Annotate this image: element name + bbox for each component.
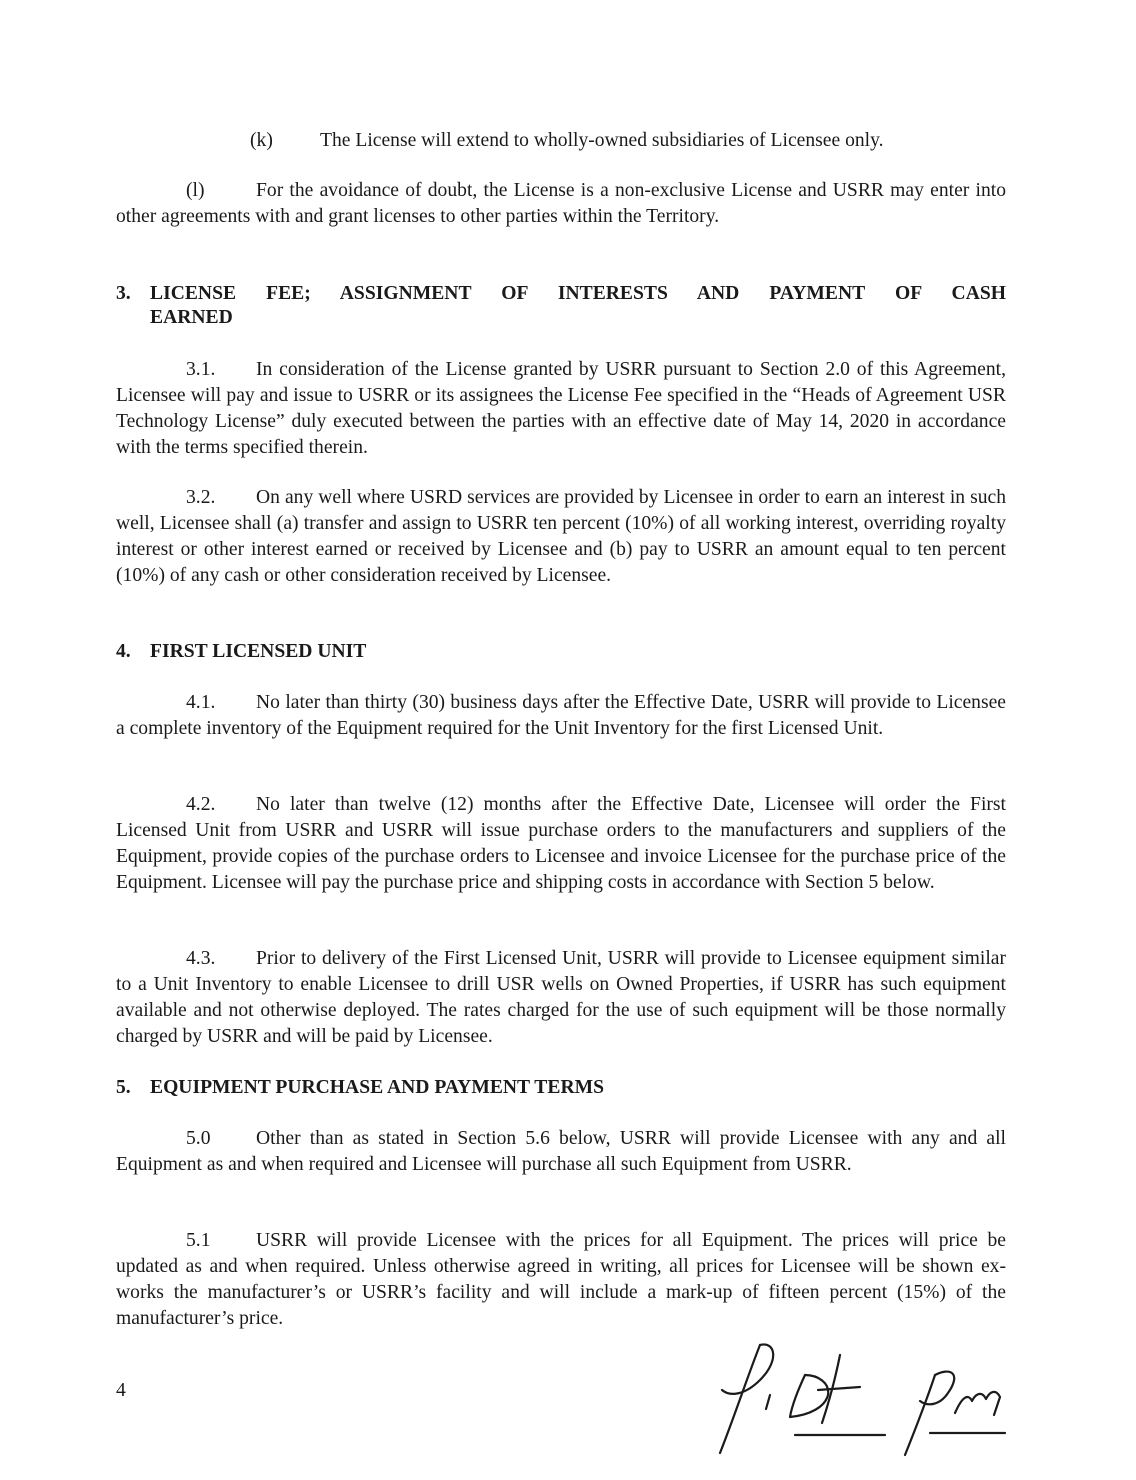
clause-k-text: The License will extend to wholly-owned subsidiaries of Licensee only. — [320, 130, 884, 151]
section-4-number: 4. — [116, 641, 131, 662]
clause-5-0-text: Other than as stated in Section 5.6 below, USRR will provide Licensee with any and all Equipment as and when required and Licensee will purchase all such Equipment from USRR. — [116, 1128, 1006, 1175]
page-number: 4 — [116, 1380, 126, 1401]
clause-3-1-text: In consideration of the License granted by USRR pursuant to Section 2.0 of this Agreement, Licensee will pay and issue to USRR or its assignees the License Fee specified in the “Heads of Agreement USR Technology License” duly executed between the parties with an effective date of May 14, 2020 in accordance with the terms specified therein. — [116, 359, 1006, 458]
clause-3-1 — [116, 357, 1006, 461]
clause-4-2-number: 4.2. — [186, 794, 216, 815]
clause-3-2-text: On any well where USRD services are provided by Licensee in order to earn an interest in such well, Licensee shall (a) transfer and assign to USRR ten percent (10%) of all working interest, overriding royalty interest or other interest earned or received by Licensee and (b) pay to USRR an amount equal to ten percent (10%) of any cash or other consideration received by Licensee. — [116, 487, 1006, 586]
clause-4-3-text: Prior to delivery of the First Licensed Unit, USRR will provide to Licensee equipment similar to a Unit Inventory to enable Licensee to drill USR wells on Owned Properties, if USRR has such equipment available and not otherwise deployed. The rates charged for the use of such equipment will be those normally charged by USRR and will be paid by Licensee. — [116, 948, 1006, 1047]
clause-4-1 — [116, 690, 1006, 742]
clause-k — [250, 128, 1010, 154]
section-4-title: FIRST LICENSED UNIT — [150, 641, 367, 662]
section-3-title-line1: LICENSE FEE; ASSIGNMENT OF INTERESTS AND PAYMENT OF CASH — [150, 283, 1006, 304]
clause-4-2-text: No later than twelve (12) months after the Effective Date, Licensee will order the First Licensed Unit from USRR and USRR will issue purchase orders to the manufacturers and suppliers of the Equipment, provide copies of the purchase orders to Licensee and invoice Licensee for the purchase price of the Equipment. Licensee will pay the purchase price and shipping costs in accordance with Section 5 below. — [116, 794, 1006, 893]
clause-4-1-text: No later than thirty (30) business days after the Effective Date, USRR will provide to Licensee a complete inventory of the Equipment required for the Unit Inventory for the first Licensed Unit. — [116, 692, 1006, 739]
clause-5-0-number: 5.0 — [186, 1128, 211, 1149]
clause-4-3 — [116, 946, 1006, 1050]
clause-5-0 — [116, 1126, 1006, 1178]
clause-5-1 — [116, 1228, 1006, 1332]
clause-3-2 — [116, 485, 1006, 589]
section-4-heading — [116, 640, 1006, 664]
clause-l — [116, 178, 1006, 230]
section-5-number: 5. — [116, 1077, 131, 1098]
section-3-heading — [116, 282, 1006, 330]
clause-4-2 — [116, 792, 1006, 896]
clause-l-label: (l) — [186, 180, 205, 201]
clause-4-1-number: 4.1. — [186, 692, 216, 713]
clause-l-text: For the avoidance of doubt, the License is a non-exclusive License and USRR may enter into other agreements with and grant licenses to other parties within the Territory. — [116, 180, 1006, 227]
section-3-number: 3. — [116, 283, 131, 304]
initials-signature — [700, 1335, 1030, 1465]
clause-3-1-number: 3.1. — [186, 359, 216, 380]
section-5-title: EQUIPMENT PURCHASE AND PAYMENT TERMS — [150, 1077, 604, 1098]
section-5-heading — [116, 1076, 1006, 1100]
clause-5-1-number: 5.1 — [186, 1230, 211, 1251]
section-3-title-line2: EARNED — [150, 307, 233, 328]
clause-4-3-number: 4.3. — [186, 948, 216, 969]
clause-k-label: (k) — [250, 130, 273, 151]
clause-3-2-number: 3.2. — [186, 487, 216, 508]
clause-5-1-text: USRR will provide Licensee with the prices for all Equipment. The prices will price be updated as and when required. Unless otherwise agreed in writing, all prices for Licensee will be shown ex-works the manufacturer’s or USRR’s facility and will include a mark-up of fifteen percent (15%) of the manufacturer’s price. — [116, 1230, 1006, 1329]
